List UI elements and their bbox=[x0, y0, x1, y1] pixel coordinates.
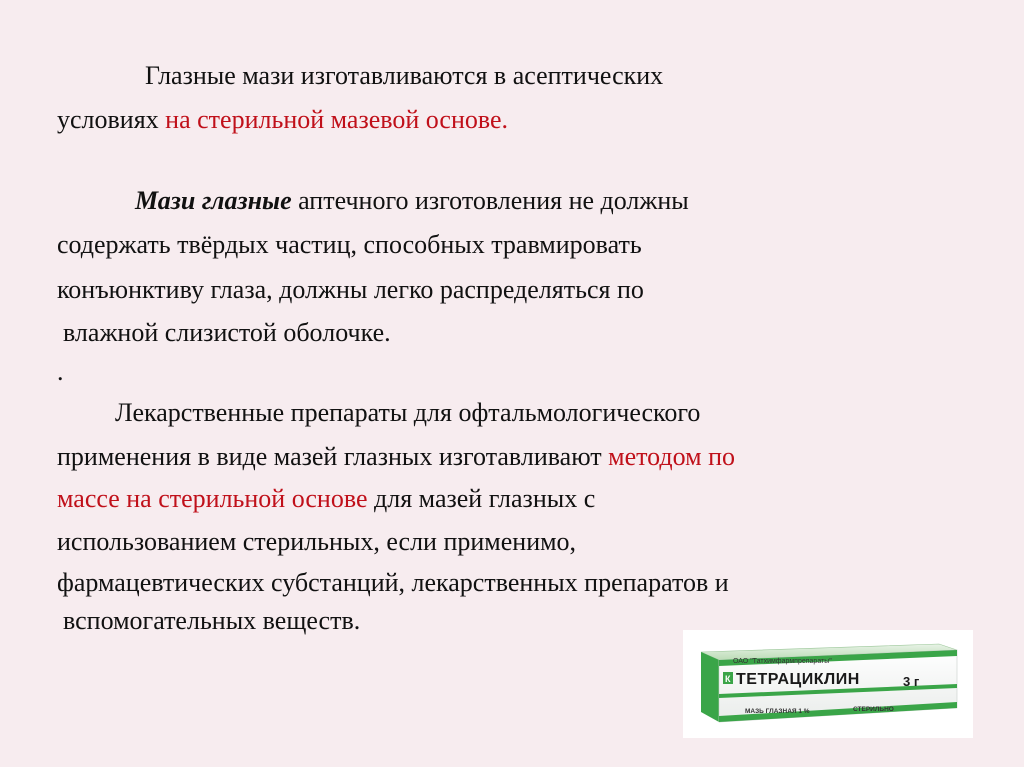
para3-line3 bbox=[57, 483, 595, 515]
para1-highlight: на стерильной мазевой основе. bbox=[165, 105, 509, 134]
tetracycline-box bbox=[693, 642, 961, 726]
para1-line2 bbox=[57, 104, 508, 136]
para3-line4: использованием стерильных, если применимо, bbox=[57, 527, 577, 556]
para1-line2-start: условиях bbox=[57, 105, 166, 134]
package-form: МАЗЬ ГЛАЗНАЯ 1 % bbox=[745, 708, 810, 715]
para2-line4: влажной слизистой оболочке. bbox=[63, 318, 391, 347]
para2-line3: конъюнктиву глаза, должны легко распределяться по bbox=[57, 275, 644, 304]
para3-line1: Лекарственные препараты для офтальмологического bbox=[115, 398, 701, 427]
para3-line6: вспомогательных веществ. bbox=[63, 606, 361, 635]
para2-line1-rest: аптечного изготовления не должны bbox=[291, 186, 689, 215]
package-sterile: СТЕРИЛЬНО bbox=[853, 706, 894, 713]
package-maker: ОАО "Татхимфармпрепараты" bbox=[733, 658, 832, 665]
separator-dot: . bbox=[57, 357, 64, 386]
para3-line2 bbox=[57, 441, 735, 473]
package-dose: 3 г bbox=[903, 674, 920, 689]
para3-highlight-1: методом по bbox=[608, 442, 736, 471]
para3-line5: фармацевтических субстанций, лекарственных препаратов и bbox=[57, 568, 729, 597]
logo-letter: К bbox=[725, 674, 731, 684]
package-drug-name: ТЕТРАЦИКЛИН bbox=[736, 671, 860, 688]
para3-line3-rest: для мазей глазных с bbox=[367, 484, 596, 513]
para3-highlight-2: массе на стерильной основе bbox=[57, 484, 368, 513]
para2-line2: содержать твёрдых частиц, способных травмировать bbox=[57, 230, 642, 259]
para2-line1 bbox=[135, 185, 689, 217]
para1-line1: Глазные мази изготавливаются в асептических bbox=[145, 61, 664, 90]
package-image bbox=[683, 630, 973, 738]
para3-line2-start: применения в виде мазей глазных изготавливают bbox=[57, 442, 609, 471]
para2-bold-term: Мази глазные bbox=[135, 186, 292, 215]
